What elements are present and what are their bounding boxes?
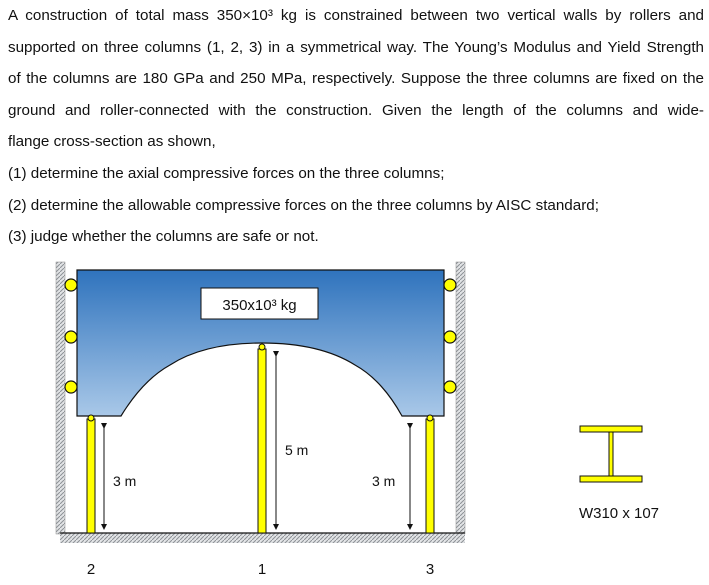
mass-label: 350x10³ kg xyxy=(222,297,297,314)
dimension-center-label: 5 m xyxy=(285,442,309,458)
column-3-roller xyxy=(427,415,433,421)
column-3-label: 3 xyxy=(425,561,435,578)
column-2-label: 2 xyxy=(86,561,96,578)
column-1 xyxy=(258,349,266,533)
column-1-roller xyxy=(259,344,265,350)
column-2-roller xyxy=(88,415,94,421)
dimension-left-label: 3 m xyxy=(113,473,137,489)
wide-flange-section-icon xyxy=(580,426,642,482)
roller-right-bottom xyxy=(444,381,456,393)
right-wall xyxy=(456,262,465,534)
roller-left-middle xyxy=(65,331,77,343)
roller-left-top xyxy=(65,279,77,291)
column-3 xyxy=(426,419,434,533)
problem-line-4: ground and roller-connected with the construction. Given the length of the columns and wide- xyxy=(8,101,704,119)
problem-line-2: supported on three columns (1, 2, 3) in a symmetrical way. The Young’s Modulus and Yield Strength xyxy=(8,38,704,56)
question-2: (2) determine the allowable compressive forces on the three columns by AISC standard; xyxy=(8,196,599,214)
question-1: (1) determine the axial compressive forces on the three columns; xyxy=(8,164,445,182)
problem-line-1: A construction of total mass 350×10³ kg is constrained between two vertical walls by rollers and xyxy=(8,7,704,24)
roller-left-bottom xyxy=(65,381,77,393)
roller-right-middle xyxy=(444,331,456,343)
problem-line-5: flange cross-section as shown, xyxy=(8,133,216,151)
column-1-label: 1 xyxy=(257,561,267,578)
dimension-right-label: 3 m xyxy=(372,473,396,489)
column-2 xyxy=(87,419,95,533)
left-wall xyxy=(56,262,65,534)
roller-right-top xyxy=(444,279,456,291)
ground xyxy=(60,533,465,543)
section-label: W310 x 107 xyxy=(578,505,660,522)
problem-line-3: of the columns are 180 GPa and 250 MPa, respectively. Suppose the three columns are fixed on the xyxy=(8,70,704,88)
question-3: (3) judge whether the columns are safe or not. xyxy=(8,228,319,246)
